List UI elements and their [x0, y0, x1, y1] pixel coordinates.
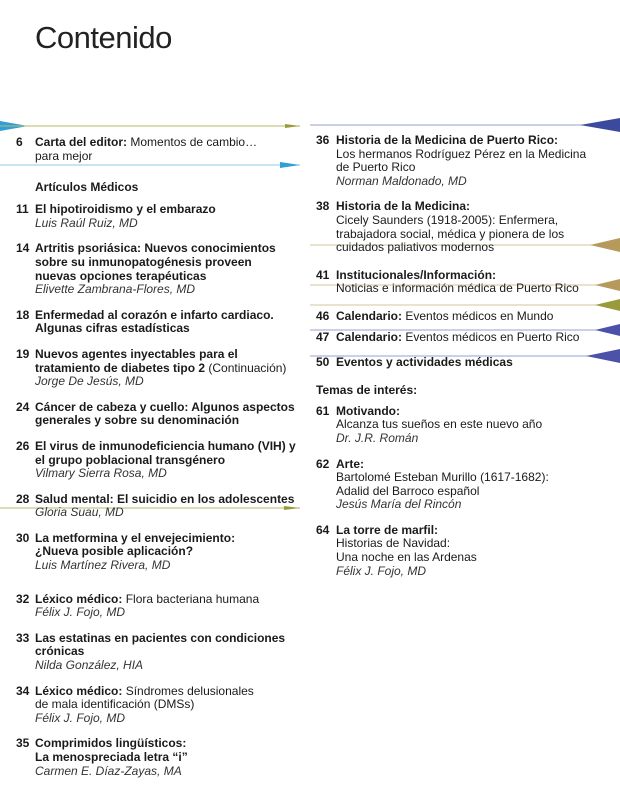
toc-entry-62[interactable]: 62 Arte: Bartolomé Esteban Murillo (1617-1682): Adalid del Barroco español Jesús María del Rincón [316, 458, 606, 512]
toc-right-column [316, 134, 606, 590]
toc-entry-6[interactable]: 6 Carta del editor: Momentos de cambio… para mejor [16, 135, 258, 163]
author: Jesús María del Rincón [336, 497, 462, 512]
author: Luis Raúl Ruiz, MD [35, 215, 138, 230]
toc-entry-46[interactable]: 46 Calendario: Eventos médicos en Mundo [316, 308, 554, 323]
toc-entry-35[interactable]: 35 Comprimidos lingüísticos: La menospreciada letra “i” Carmen E. Díaz-Zayas, MA [16, 737, 300, 778]
toc-entry-38[interactable]: 38 Historia de la Medicina: Cicely Saunders (1918-2005): Enfermera, trabajadora social, médica y pionera de los cuidados paliativos modernos [316, 199, 565, 255]
toc-entry-47[interactable]: 47 Calendario: Eventos médicos en Puerto Rico [316, 329, 580, 344]
toc-entry-41[interactable]: 41 Institucionales/Información: Noticias e información médica de Puerto Rico [316, 267, 579, 296]
page-title: Contenido [35, 20, 172, 55]
author: Dr. J.R. Román [336, 430, 419, 445]
toc-entry-61[interactable]: 61 Motivando: Alcanza tus sueños en este nuevo año Dr. J.R. Román [316, 405, 606, 446]
toc-entry-32[interactable]: 32 Léxico médico: Flora bacteriana humana Félix J. Fojo, MD [16, 593, 300, 620]
toc-left-column [16, 136, 300, 790]
author: Félix J. Fojo, MD [35, 710, 126, 725]
toc-entry-33[interactable]: 33 Las estatinas en pacientes con condiciones crónicas Nilda González, HIA [16, 632, 300, 673]
author: Gloria Suau, MD [35, 505, 124, 520]
author: Jorge De Jesús, MD [35, 374, 144, 389]
toc-entry-19[interactable]: 19 Nuevos agentes inyectables para el tratamiento de diabetes tipo 2 (Continuación) Jorge De Jesús, MD [16, 348, 300, 389]
author: Vilmary Sierra Rosa, MD [35, 466, 167, 481]
toc-entry-11[interactable]: 11 El hipotiroidismo y el embarazo Luis Raúl Ruiz, MD [16, 203, 300, 230]
author: Elivette Zambrana-Flores, MD [35, 282, 196, 297]
toc-entry-18[interactable]: 18 Enfermedad al corazón e infarto cardiaco. Algunas cifras estadísticas [16, 307, 274, 336]
toc-entry-64[interactable]: 64 La torre de marfil: Historias de Navidad: Una noche en las Ardenas Félix J. Fojo, MD [316, 524, 606, 578]
toc-entry-26[interactable]: 26 El virus de inmunodeficiencia humano (VIH) y el grupo poblacional transgénero Vilmary Sierra Rosa, MD [16, 440, 300, 481]
section-heading-articulos: Artículos Médicos [35, 180, 139, 195]
section-heading-temas: Temas de interés: [316, 382, 418, 397]
toc-entry-36[interactable]: 36 Historia de la Medicina de Puerto Rico: Los hermanos Rodríguez Pérez en la Medicina de Puerto Rico Norman Maldonado, MD [316, 134, 606, 188]
toc-entry-14[interactable]: 14 Artritis psoriásica: Nuevos conocimientos sobre su inmunopatogénesis proveen nuevas opciones terapéuticas Elivette Zambrana-Flores, MD [16, 242, 300, 296]
toc-entry-24[interactable]: 24 Cáncer de cabeza y cuello: Algunos aspectos generales y sobre su denominación [16, 399, 295, 428]
author: Carmen E. Díaz-Zayas, MA [35, 763, 182, 778]
toc-entry-50[interactable]: 50 Eventos y actividades médicas [316, 355, 513, 370]
author: Félix J. Fojo, MD [336, 563, 427, 578]
toc-entry-28[interactable]: 28 Salud mental: El suicidio en los adolescentes Gloria Suau, MD [16, 493, 300, 520]
author: Félix J. Fojo, MD [35, 605, 126, 620]
toc-entry-34[interactable]: 34 Léxico médico: Síndromes delusionales de mala identificación (DMSs) Félix J. Fojo, MD [16, 685, 300, 726]
page-number: 6 [16, 135, 23, 149]
rule-left-top [0, 121, 300, 131]
author: Luis Martínez Rivera, MD [35, 558, 171, 573]
rule-right-top [310, 118, 620, 132]
toc-entry-30[interactable]: 30 La metformina y el envejecimiento: ¿Nueva posible aplicación? Luis Martínez Rivera, MD [16, 532, 300, 573]
author: Nilda González, HIA [35, 658, 144, 673]
author: Norman Maldonado, MD [336, 173, 467, 188]
